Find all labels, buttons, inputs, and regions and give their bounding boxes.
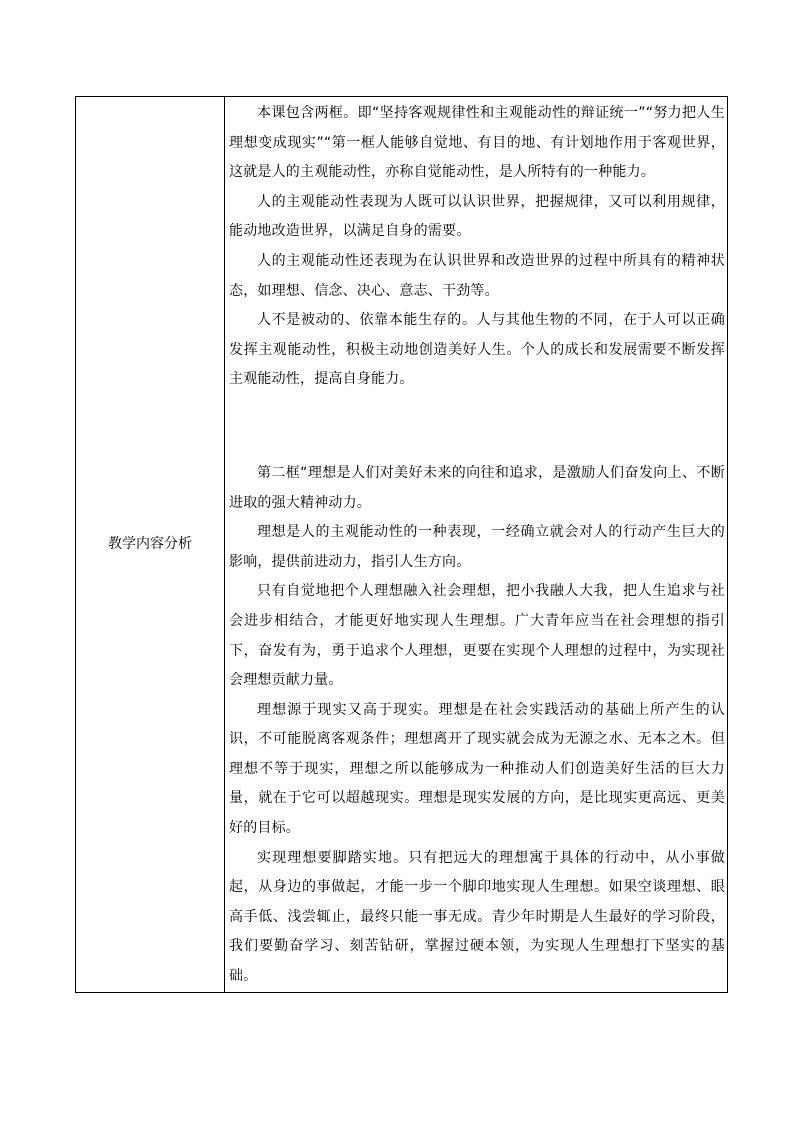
teaching-content-table	[75, 96, 728, 993]
paragraph: 第二框“理想是人们对美好未来的向往和追求，是激励人们奋发向上、不断进取的强大精神动力。	[229, 464, 725, 511]
paragraph: 理想是人的主观能动性的一种表现，一经确立就会对人的行动产生巨大的影响，提供前进动力，指引人生方向。	[229, 524, 725, 570]
content-cell	[225, 97, 728, 993]
blank-space	[229, 395, 727, 459]
paragraph: 人不是被动的、依靠本能生存的。人与其他生物的不同，在于人可以正确发挥主观能动性，积极主动地创造美好人生。个人的成长和发展需要不断发挥主观能动性，提高自身能力。	[229, 312, 725, 388]
paragraph: 人的主观能动性还表现为在认识世界和改造世界的过程中所具有的精神状态，如理想、信念、决心、意志、干劲等。	[229, 252, 725, 299]
paragraph: 人的主观能动性表现为人既可以认识世界，把握规律，又可以利用规律，能动地改造世界，以满足自身的需要。	[229, 193, 725, 240]
paragraph: 本课包含两框。即“坚持客观规律性和主观能动性的辩证统一”“努力把人生理想变成现实”“第一框人能够自觉地、有目的地、有计划地作用于客观世界，这就是人的主观能动性，亦称自觉能动性，是人所特有的一种能力。	[229, 105, 725, 181]
table-row	[76, 97, 728, 993]
paragraph: 理想源于现实又高于现实。理想是在社会实践活动的基础上所产生的认识，不可能脱离客观条件；理想离开了现实就会成为无源之水、无本之木。但理想不等于现实，理想之所以能够成为一种推动人们创造美好生活的巨大力量，就在于它可以超越现实。理想是现实发展的方向，是比现实更高远、更美好的目标。	[229, 701, 725, 837]
paragraph: 只有自觉地把个人理想融入社会理想，把小我融人大我，把人生追求与社会进步相结合，才能更好地实现人生理想。广大青年应当在社会理想的指引下，奋发有为，勇于追求个人理想，更要在实现个人理想的过程中，为实现社会理想贡献力量。	[229, 583, 725, 689]
paragraph: 实现理想要脚踏实地。只有把远大的理想寓于具体的行动中，从小事做起，从身边的事做起，才能一步一个脚印地实现人生理想。如果空谈理想、眼高手低、浅尝辄止，最终只能一事无成。青少年时期是人生最好的学习阶段，我们要勤奋学习、刻苦钻研，掌握过硬本领，为实现人生理想打下坚实的基础。	[229, 849, 725, 985]
row-label: 教学内容分析	[108, 536, 192, 553]
row-label-cell	[76, 97, 225, 993]
